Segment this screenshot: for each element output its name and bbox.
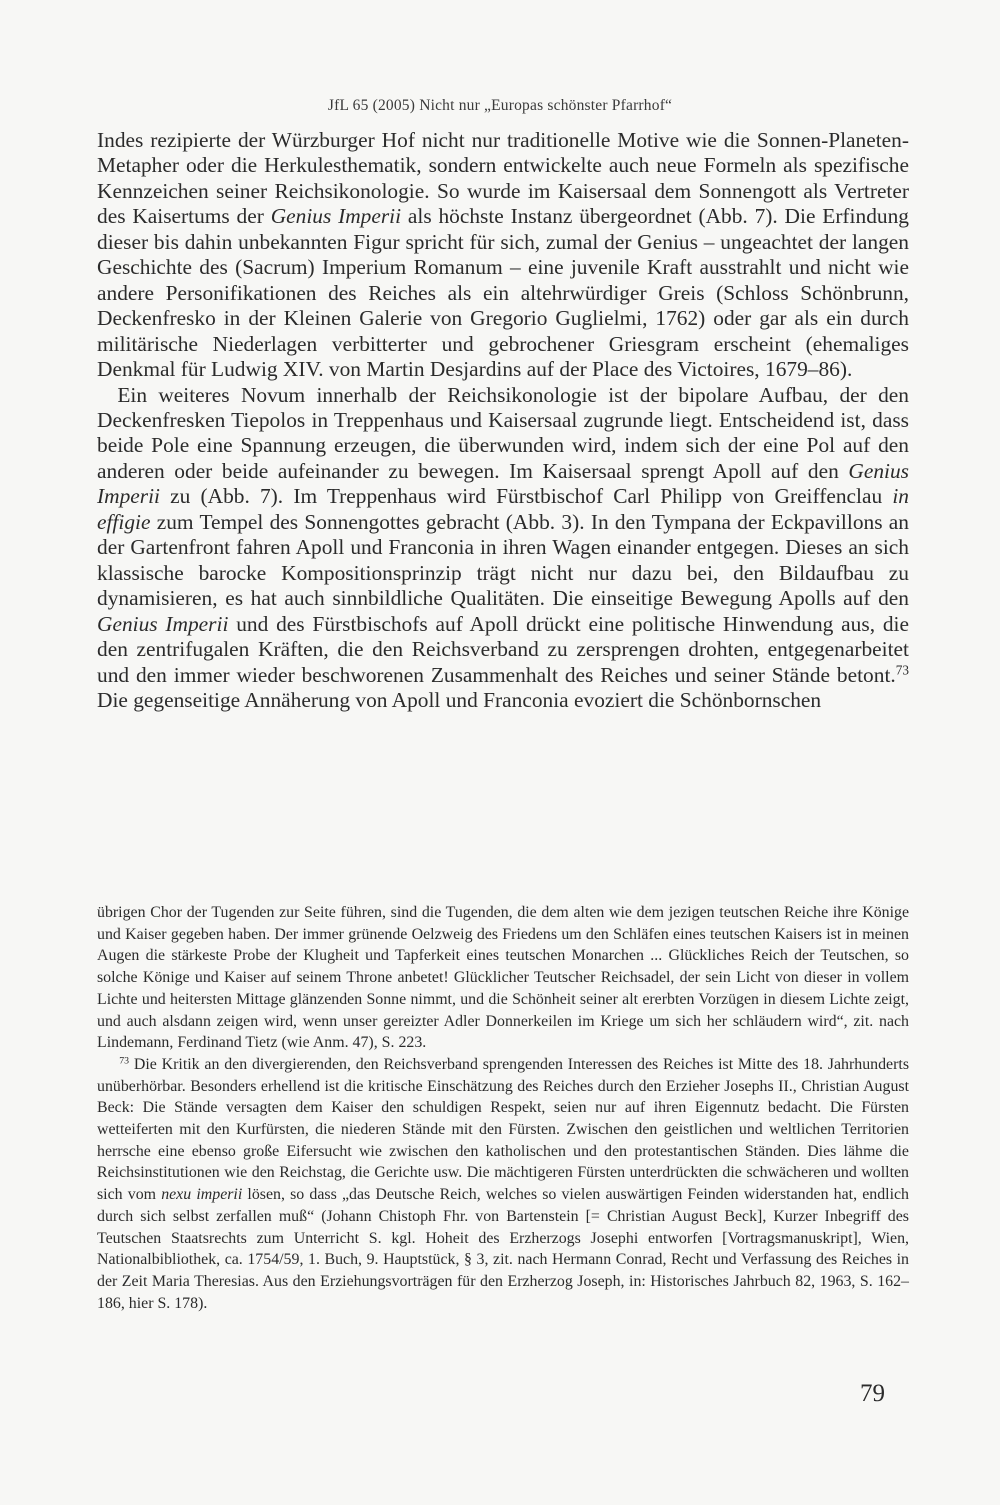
running-head: JfL 65 (2005) Nicht nur „Europas schönster Pfarrhof“ [327,97,673,114]
text-run: zum Tempel des Sonnengottes gebracht (Abb. 3). In den Tympana der Eckpavillons an der Gartenfront fahren Apoll und Franconia in ihren Wagen einander entgegen. Dieses an sich klassische barocke Kompositionsprinzip trägt nicht nur dazu bei, den Bildaufbau zu dynamisieren, es hat auch sinnbildliche Qualitäten. Die einseitige Bewegung Apolls auf den [97,509,909,611]
text-run: als höchste Instanz übergeordnet (Abb. 7). Die Erfindung dieser bis dahin unbekannten Figur spricht für sich, zumal der Genius – ungeachtet der langen Geschichte des (Sacrum) Imperium Romanum – eine juvenile Kraft ausstrahlt und nicht wie andere Personifikationen des Reiches als ein altehrwürdiger Greis (Schloss Schönbrunn, Deckenfresko in der Kleinen Galerie von Gregorio Guglielmi, 1762) oder gar als ein durch militärische Niederlagen verbitterter und gebrochener Griesgram erscheint (ehemaliges Denkmal für Ludwig XIV. von Martin Desjardins auf der Place des Victoires, 1679–86). [97,204,909,382]
text-run: Die Kritik an den divergierenden, den Reichsverband sprengenden Interessen des Reiches ist Mitte des 18. Jahrhunderts unüberhörbar. Besonders erhellend ist die kritische Einschätzung des Reiches durch den Erzieher Josephs II., Christian August Beck: Die Stände versagten dem Kaiser den schuldigen Respekt, seien nur auf ihren Eigennutz bedacht. Die Fürsten wetteiferten mit den Kurfürsten, die niederen Stände mit den Fürsten. Zwischen den geistlichen und weltlichen Territorien herrsche eine ebenso große Eifersucht wie zwischen den katholischen und den protestantischen Ständen. Dies lähme die Reichsinstitutionen wie den Reichstag, die Gerichte usw. Die mächtigeren Fürsten unterdrückten die schwächeren und wollten sich vom [97,1055,909,1204]
text-run: lösen, so dass „das Deutsche Reich, welches so vielen auswärtigen Feinden widerstanden hat, endlich durch sich selbst zerfallen muß“ (Johann Chistoph Fhr. von Bartenstein [= Christian August Beck], Kurzer Inbegriff des Teutschen Staatsrechts zum Unterricht S. kgl. Hoheit des Erzherzogs Josephi entworfen [Vortragsmanuskript], Wien, Nationalbibliothek, ca. 1754/59, 1. Buch, 9. Hauptstück, § 3, zit. nach Hermann Conrad, Recht und Verfassung des Reiches in der Zeit Maria Theresias. Aus den Erziehungsvorträgen für den Erzherzog Joseph, in: Historisches Jahrbuch 82, 1963, S. 162–186, hier S. 178). [97,1186,910,1312]
italic-term: Genius Imperii [97,458,909,509]
footnote-72-continued: übrigen Chor der Tugenden zur Seite führen, sind die Tugenden, die dem alten wie dem jezigen teutschen Reiche ihre Könige und Kaiser gegeben haben. Der immer grünende Oelzweig des Friedens um den Schläfen eines teutschen Kaisers ist in meinen Augen die stärkeste Probe der Klugheit und Tapferkeit eines teutschen Monarchen ... Glückliches Reich der Teutschen, so solche Könige und Kaiser auf seinem Throne anbetet! Glücklicher Teutscher Reichsadel, der sein Licht von dieser in vollem Lichte und heitersten Mittage glänzenden Sonne nimmt, und die Schönheit seiner alt ererbten Vorzügen in diesem Lichte zeigt, und auch alsdann zeigen wird, wenn unser gereizter Adler Donnerkeilen im Kriege um sich her schläudern wird“, zit. nach Lindemann, Ferdinand Tietz (wie Anm. 47), S. 223. [97,904,909,1052]
page-number: 79 [860,1380,885,1407]
paragraph-2 [97,383,909,714]
footnote-73 [97,1054,909,1314]
footnote-number: 73 [119,1055,130,1067]
text-run: Die gegenseitige Annäherung von Apoll und Franconia evoziert die Schönbornschen [97,687,822,712]
paragraph-1 [97,128,909,383]
italic-term: Genius Imperii [97,611,229,636]
footnote-ref-73[interactable]: 73 [895,662,909,678]
italic-term: Genius Imperii [270,204,402,229]
footnotes [97,902,909,1314]
text-run: zu (Abb. 7). Im Treppenhaus wird Fürstbischof Carl Philipp von Greiffenclau [159,484,893,509]
text-run: Ein weiteres Novum innerhalb der Reichsikonologie ist der bipolare Aufbau, der den Deckenfresken Tiepolos in Treppenhaus und Kaisersaal zugrunde liegt. Entscheidend ist, dass beide Pole eine Spannung erzeugen, die überwunden wird, indem sich der eine Pol auf den anderen oder beide aufeinander zu bewegen. Im Kaisersaal sprengt Apoll auf den [97,382,909,483]
main-text [97,128,909,713]
italic-term: nexu imperii [161,1186,243,1204]
italic-term: in effigie [97,484,909,534]
text-run: und des Fürstbischofs auf Apoll drückt eine politische Hinwendung aus, die den zentrifugalen Kräften, die den Reichsverband zu zersprengen drohten, entgegenarbeitet und den immer wieder beschworenen Zusammenhalt des Reiches und seiner Stände betont. [97,611,909,687]
text-run: Indes rezipierte der Würzburger Hof nicht nur traditionelle Motive wie die Sonnen-Planeten-Metapher oder die Herkulesthematik, sondern entwickelte auch neue Formeln als spezifische Kennzeichen seiner Reichsikonologie. So wurde im Kaisersaal dem Sonnengott als Vertreter des Kaisertums der [97,128,909,229]
